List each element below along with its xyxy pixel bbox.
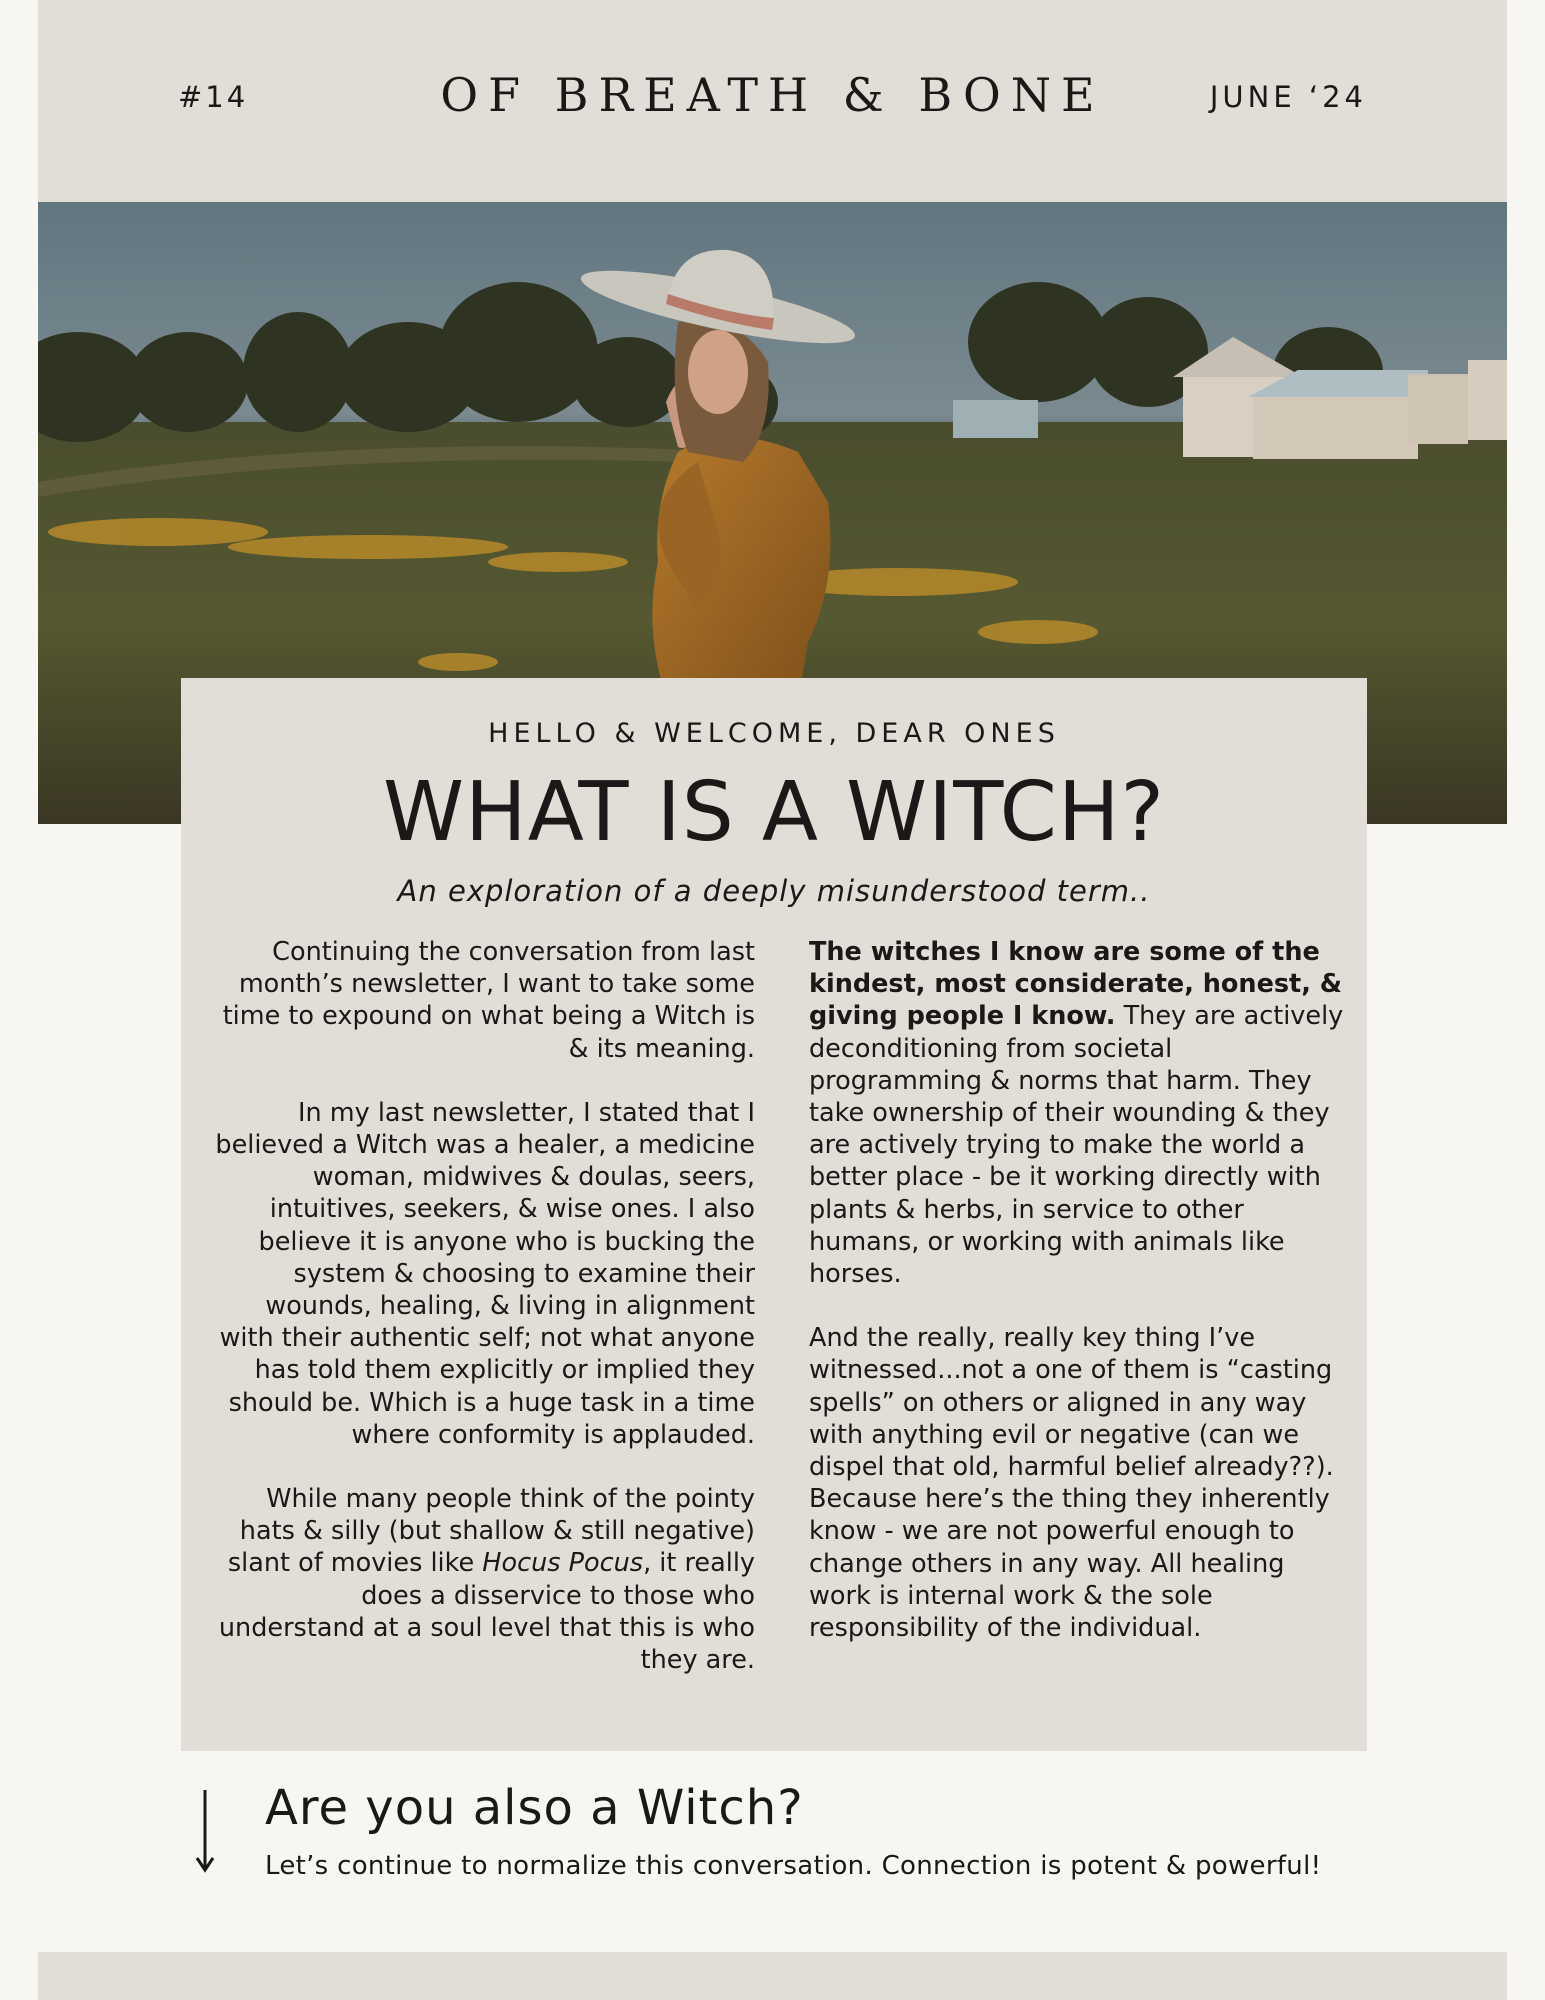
left-paragraph-2: In my last newsletter, I stated that I believed a Witch was a healer, a medicine woman, midwives & doulas, seers, intuitives, seekers, & wise ones. I also believe it is anyone who is bucking the system & choosing to examine their wounds, healing, & living in alignment with their authentic self; not what anyone has told them explicitly or implied they should be. Which is a huge task in a time where conformity is applauded. <box>215 1097 755 1450</box>
left-paragraph-3-text-b: , it really does a disservice to those who understand at a soul level that this is who they are. <box>218 1548 755 1676</box>
newsletter-title: OF BREATH & BONE <box>440 68 1105 122</box>
right-paragraph-1-text: They are actively deconditioning from societal programming & norms that harm. They take ownership of their wounding & they are actively trying to make the world a better place - be it working directly with plants & herbs, in service to other humans, or working with animals like horses. <box>809 1001 1344 1290</box>
article-right-column <box>809 936 1349 1676</box>
footer-band <box>38 1952 1507 2000</box>
right-paragraph-1-bold: The witches I know are some of the kindest, most considerate, honest, & giving people I know. <box>809 937 1343 1032</box>
cta-text: Let’s continue to normalize this conversation. Connection is potent & powerful! <box>265 1851 1322 1881</box>
right-paragraph-2: And the really, really key thing I’ve witnessed...not a one of them is “casting spells” on others or aligned in any way with anything evil or negative (can we dispel that old, harmful belief already??). Because here’s the thing they inherently know - we are not powerful enough to change others in any way. All healing work is internal work & the sole responsibility of the individual. <box>809 1323 1334 1644</box>
article-kicker: HELLO & WELCOME, DEAR ONES <box>488 718 1060 749</box>
left-paragraph-3 <box>215 1483 755 1676</box>
issue-date: JUNE ‘24 <box>1209 80 1367 114</box>
left-paragraph-1: Continuing the conversation from last month’s newsletter, I want to take some time to expound on what being a Witch is & its meaning. <box>222 937 755 1064</box>
movie-title: Hocus Pocus <box>482 1548 644 1579</box>
masthead-bar <box>38 0 1507 202</box>
down-arrow-icon <box>193 1788 217 1878</box>
article-headline: WHAT IS A WITCH? <box>382 765 1166 860</box>
left-paragraph-3-text-a: While many people think of the pointy hats & silly (but shallow & still negative) slant of movies like <box>227 1484 755 1579</box>
article-subhead: An exploration of a deeply misunderstood term.. <box>397 874 1151 908</box>
issue-number: #14 <box>178 80 249 114</box>
cta-title: Are you also a Witch? <box>265 1780 804 1836</box>
right-paragraph-1 <box>809 936 1349 1290</box>
article-left-column <box>215 936 755 1708</box>
article-card <box>181 678 1367 1751</box>
